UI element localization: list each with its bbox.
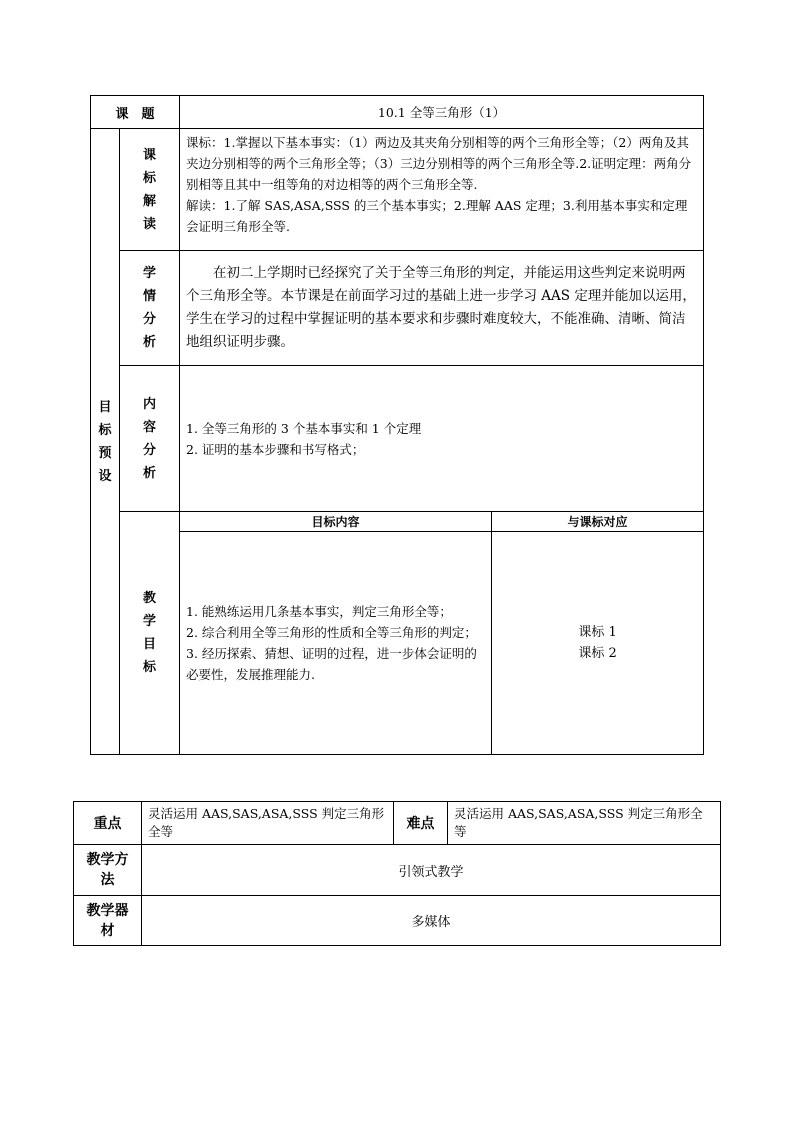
method-label: 教学方法 [74, 845, 142, 896]
goal-section-label: 目 标 预 设 [91, 129, 120, 755]
col-header-content: 目标内容 [180, 512, 492, 532]
objectives-label: 教 学 目 标 [120, 512, 180, 755]
equipment-label: 教学器材 [74, 896, 142, 946]
key-value: 灵活运用 AAS,SAS,ASA,SSS 判定三角形全等 [142, 802, 394, 845]
method-value: 引领式教学 [142, 845, 721, 896]
objective-item: 1. 能熟练运用几条基本事实，判定三角形全等； [186, 604, 452, 619]
lesson-title: 10.1 全等三角形（1） [180, 96, 704, 129]
curriculum-text: 课标：1.掌握以下基本事实：（1）两边及其夹角分别相等的两个三角形全等；（2）两角及其夹边分别相等的两个三角形全等；（3）三边分别相等的两个三角形全等.2.证明定理：两角分别相等且其中一组等角的对边相等的两个三角形全等. [186, 135, 692, 192]
curriculum-cell [180, 129, 704, 251]
objective-item: 2. 综合利用全等三角形的性质和全等三角形的判定； [186, 625, 477, 640]
col-header-standard: 与课标对应 [492, 512, 704, 532]
objective-item: 3. 经历探索、猜想、证明的过程，进一步体会证明的必要性，发展推理能力. [186, 646, 477, 682]
focus-table [73, 801, 721, 946]
difficulty-label: 难点 [394, 802, 448, 845]
content-item: 1. 全等三角形的 3 个基本事实和 1 个定理 [186, 420, 422, 436]
content-item: 2. 证明的基本步骤和书写格式； [186, 441, 365, 457]
objectives-cell [180, 532, 492, 755]
equipment-value: 多媒体 [142, 896, 721, 946]
lesson-plan-table [90, 95, 704, 755]
standard-item: 课标 1 [578, 625, 617, 640]
difficulty-value: 灵活运用 AAS,SAS,ASA,SSS 判定三角形全等 [448, 802, 721, 845]
students-label: 学 情 分 析 [120, 251, 180, 366]
students-text: 在初二上学期时已经探究了关于全等三角形的判定，并能运用这些判定来说明两个三角形全等。本节课是在前面学习过的基础上进一步学习 AAS 定理并能加以运用，学生在学习的过程中掌握证明的基本要求和步骤时难度较大，不能准确、清晰、简洁地组织证明步骤。 [180, 251, 704, 366]
curriculum-label: 课 标 解 读 [120, 129, 180, 251]
title-label: 课 题 [91, 96, 180, 129]
content-label: 内 容 分 析 [120, 366, 180, 512]
key-label: 重点 [74, 802, 142, 845]
standard-item: 课标 2 [578, 646, 617, 661]
curriculum-interpret: 解读：1.了解 SAS,ASA,SSS 的三个基本事实；2.理解 AAS 定理；3.利用基本事实和定理会证明三角形全等. [186, 198, 688, 234]
content-cell [180, 366, 704, 512]
standards-cell [492, 532, 704, 755]
